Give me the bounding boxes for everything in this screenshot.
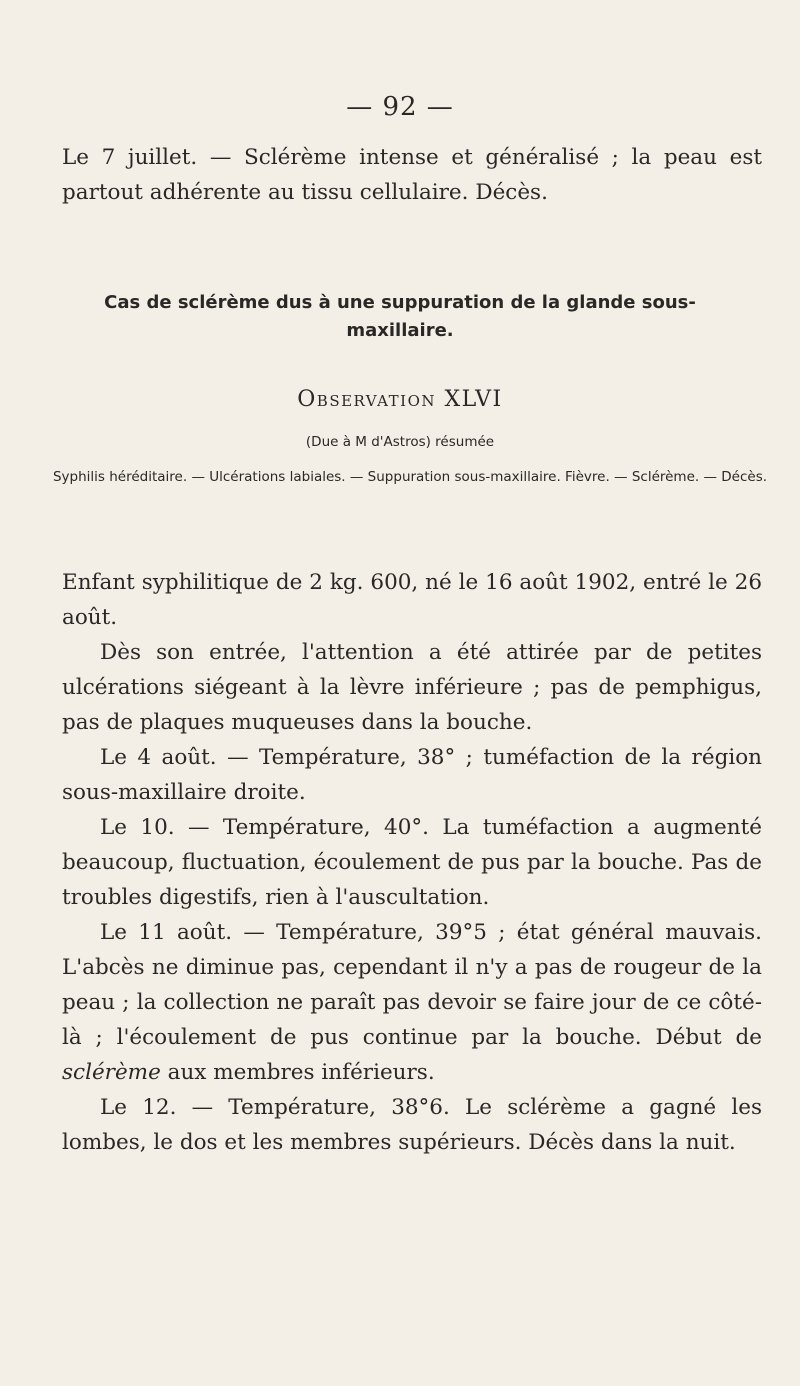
- body-paragraph-4: Le 10. — Température, 40°. La tuméfaction a augmenté beaucoup, fluctuation, écoulement de pus par la bouche. Pas de troubles digestifs, rien à l'auscultation.: [62, 815, 762, 910]
- body-paragraph-1: Enfant syphilitique de 2 kg. 600, né le 16 août 1902, entré le 26 août.: [62, 570, 762, 630]
- observation-title: Observation XLVI: [297, 387, 503, 412]
- observation-summary: Syphilis héréditaire. — Ulcérations labiales. — Suppuration sous-maxillaire. Fièvre. — Sclérème. — Décès.: [52, 469, 768, 485]
- body-paragraph-3: Le 4 août. — Température, 38° ; tuméfaction de la région sous-maxillaire droite.: [62, 745, 762, 805]
- opening-paragraph: Le 7 juillet. — Sclérème intense et généralisé ; la peau est partout adhérente au tissu cellulaire. Décès.: [62, 145, 762, 205]
- body-paragraph-5-end: aux membres inférieurs.: [160, 1060, 435, 1085]
- body-paragraph-5-start: Le 11 août. — Température, 39°5 ; état général mauvais. L'abcès ne diminue pas, cependant il n'y a pas de rougeur de la peau ; la collection ne paraît pas devoir se faire jour de ce côté-là ; l'écoulement de pus continue par la bouche. Début de: [62, 920, 762, 1050]
- observation-source: (Due à M d'Astros) résumée: [305, 434, 495, 450]
- sclereme-emphasis: sclérème: [62, 1060, 161, 1085]
- observation-body: [62, 565, 762, 1160]
- body-paragraph-2: Dès son entrée, l'attention a été attirée par de petites ulcérations siégeant à la lèvre inférieure ; pas de pemphigus, pas de plaques muqueuses dans la bouche.: [62, 640, 762, 735]
- body-paragraph-5: [62, 915, 762, 1090]
- case-heading: Cas de sclérème dus à une suppuration de la glande sous-maxillaire.: [104, 292, 696, 341]
- body-paragraph-6: Le 12. — Température, 38°6. Le sclérème a gagné les lombes, le dos et les membres supérieurs. Décès dans la nuit.: [62, 1095, 762, 1155]
- page-number: — 92 —: [346, 92, 454, 122]
